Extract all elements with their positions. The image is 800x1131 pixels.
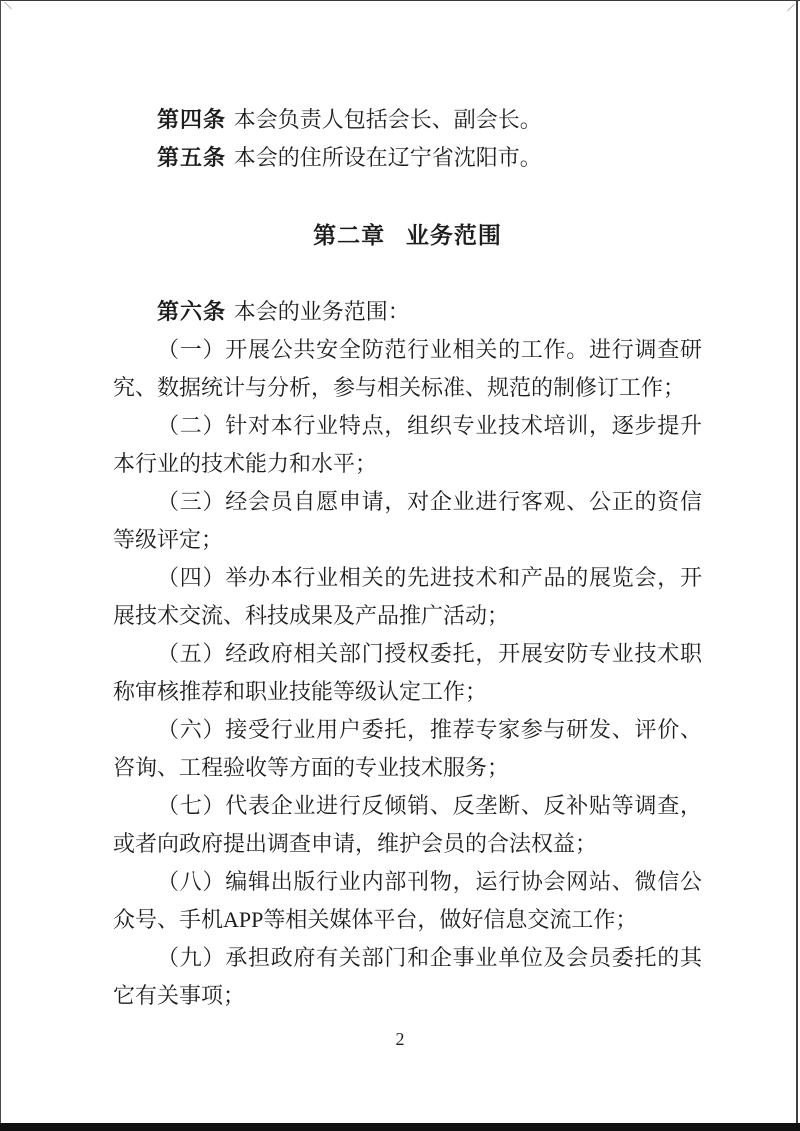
scope-item-2: （二）针对本行业特点，组织专业技术培训，逐步提升本行业的技术能力和水平； [113, 413, 702, 476]
scan-edge-left [0, 0, 1, 1131]
article-6-text: 本会的业务范围： [233, 299, 410, 324]
article-6-label: 第六条 [157, 299, 227, 324]
article-5-label: 第五条 [157, 145, 227, 170]
article-4-text: 本会负责人包括会长、副会长。 [233, 107, 542, 132]
page-number: 2 [395, 1029, 405, 1049]
scope-item-5: （五）经政府相关部门授权委托，开展安防专业技术职称审核推荐和职业技能等级认定工作； [113, 641, 702, 704]
scope-item-6: （六）接受行业用户委托，推荐专家参与研发、评价、咨询、工程验收等方面的专业技术服务； [113, 717, 702, 780]
scan-edge-bottom [0, 1123, 800, 1131]
scope-item-8: （八）编辑出版行业内部刊物，运行协会网站、微信公众号、手机APP等相关媒体平台，做好信息交流工作； [113, 869, 702, 932]
article-5-paragraph [113, 139, 702, 177]
article-4-label: 第四条 [157, 107, 227, 132]
article-4-paragraph [113, 101, 702, 139]
article-6-paragraph [113, 293, 702, 331]
document-body [113, 0, 702, 1015]
scan-corner-mark-left [4, 2, 12, 10]
article-5-text: 本会的住所设在辽宁省沈阳市。 [233, 145, 542, 170]
scan-corner-mark-right [787, 4, 795, 12]
chapter-title: 业务范围 [405, 222, 502, 248]
scan-edge-right [796, 0, 798, 1123]
scope-item-9: （九）承担政府有关部门和企事业单位及会员委托的其它有关事项； [113, 945, 702, 1008]
scope-item-7: （七）代表企业进行反倾销、反垄断、反补贴等调查，或者向政府提出调查申请，维护会员的合法权益； [113, 793, 702, 856]
chapter-number: 第二章 [313, 222, 386, 248]
scope-item-4: （四）举办本行业相关的先进技术和产品的展览会，开展技术交流、科技成果及产品推广活动； [113, 565, 702, 628]
chapter-2-heading [113, 215, 702, 255]
scope-item-1: （一）开展公共安全防范行业相关的工作。进行调查研究、数据统计与分析，参与相关标准、规范的制修订工作； [113, 337, 702, 400]
scope-item-3: （三）经会员自愿申请，对企业进行客观、公正的资信等级评定； [113, 489, 702, 552]
